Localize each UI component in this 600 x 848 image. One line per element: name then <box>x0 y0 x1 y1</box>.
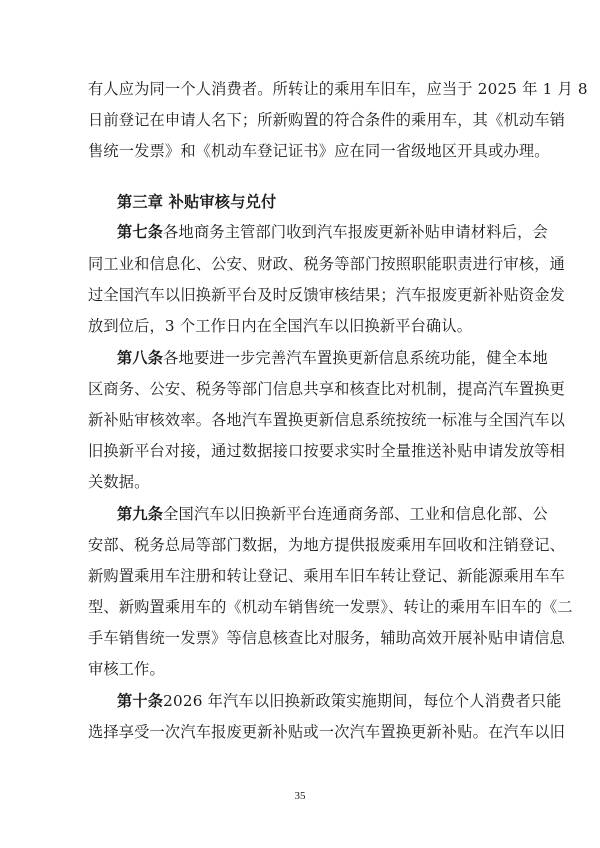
text-line: 安部、税务总局等部门数据，为地方提供报废乘用车回收和注销登记、 <box>88 536 566 554</box>
text-line: 日前登记在申请人名下；所新购置的符合条件的乘用车，其《机动车销 <box>88 111 566 129</box>
text-line: 选择享受一次汽车报废更新补贴或一次汽车置换更新补贴。在汽车以旧 <box>88 723 566 741</box>
text-line: 过全国汽车以旧换新平台及时反馈审核结果；汽车报废更新补贴资金发 <box>88 286 566 304</box>
text-line: 有人应为同一个人消费者。所转让的乘用车旧车，应当于 2025 年 1 月 8 <box>88 80 588 98</box>
text-line: 旧换新平台对接，通过数据接口按要求实时全量推送补贴申请发放等相 <box>88 442 566 460</box>
article-10-label: 第十条 <box>117 692 164 710</box>
article-10-first-text: 2026 年汽车以旧换新政策实施期间，每位个人消费者只能 <box>163 692 562 710</box>
text-line: 新补贴审核效率。各地汽车置换更新信息系统按统一标准与全国汽车以 <box>88 411 566 429</box>
article-7-label: 第七条 <box>117 223 164 241</box>
article-8-first-line <box>117 348 548 368</box>
text-line: 同工业和信息化、公安、财政、税务等部门按照职能职责进行审核，通 <box>88 255 566 273</box>
article-8-first-text: 各地要进一步完善汽车置换更新信息系统功能，健全本地 <box>163 349 548 367</box>
text-line: 型、新购置乘用车的《机动车销售统一发票》、转让的乘用车旧车的《二 <box>88 598 573 616</box>
article-7-first-line <box>117 222 548 242</box>
text-line: 手车销售统一发票》等信息核查比对服务，辅助高效开展补贴申请信息 <box>88 629 566 647</box>
article-9-first-line <box>117 504 548 524</box>
page-number: 35 <box>294 790 306 802</box>
article-10-first-line <box>117 691 562 711</box>
text-line: 放到位后，3 个工作日内在全国汽车以旧换新平台确认。 <box>88 317 473 335</box>
text-line: 新购置乘用车注册和转让登记、乘用车旧车转让登记、新能源乘用车车 <box>88 567 566 585</box>
article-7-first-text: 各地商务主管部门收到汽车报废更新补贴申请材料后，会 <box>163 223 548 241</box>
text-line: 售统一发票》和《机动车登记证书》应在同一省级地区开具或办理。 <box>88 142 550 160</box>
text-line: 区商务、公安、税务等部门信息共享和核查比对机制，提高汽车置换更 <box>88 380 566 398</box>
article-9-label: 第九条 <box>117 505 164 523</box>
text-line: 审核工作。 <box>88 660 165 678</box>
article-8-label: 第八条 <box>117 349 164 367</box>
article-9-first-text: 全国汽车以旧换新平台连通商务部、工业和信息化部、公 <box>163 505 548 523</box>
text-line: 关数据。 <box>88 473 150 491</box>
chapter-heading: 第三章 补贴审核与兑付 <box>117 193 277 211</box>
